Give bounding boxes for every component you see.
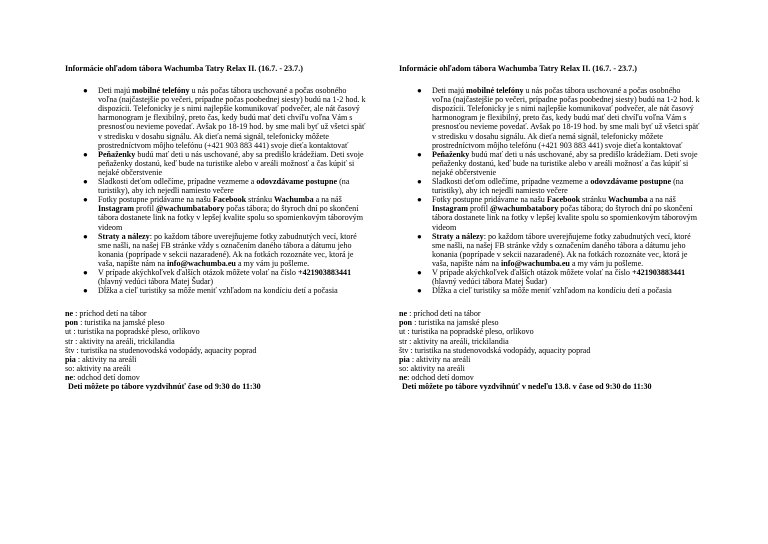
bullet-icon: ● [417, 286, 422, 296]
bullet-item: ● Dĺžka a cieľ turistiky sa môže meniť vzhľadom na kondíciu detí a počasia [83, 286, 338, 296]
bullet-icon: ● [83, 286, 88, 296]
document-title: Informácie ohľadom tábora Wachumba Tatry Relax II. (16.7. - 23.7.) [65, 64, 303, 73]
schedule-line: pia : aktivity na areáli [399, 354, 471, 364]
bullet-item: ● Sladkosti deťom odlečíme, prípadne vezmeme a odovzdávame postupne (na turistiky), aby ich nejedli namiesto večere [83, 177, 350, 196]
info-column-left [65, 64, 367, 391]
schedule-line: pon : turistika na jamské pleso [399, 318, 499, 328]
info-bullet-list [399, 86, 701, 295]
schedule-line: ne : príchod detí na tábor [399, 309, 481, 319]
bullet-icon: ● [417, 149, 422, 159]
info-bullet-list [65, 86, 367, 295]
bullet-icon: ● [417, 267, 422, 277]
schedule-line: pon : turistika na jamské pleso [65, 318, 165, 328]
bullet-icon: ● [417, 195, 422, 205]
schedule-line: pia : aktivity na areáli [65, 354, 137, 364]
bullet-icon: ● [417, 86, 422, 96]
schedule-line: ne : príchod detí na tábor [65, 309, 147, 319]
schedule-list [399, 309, 701, 391]
schedule-line: ut : turistika na popradské pleso, orlíkovo [399, 327, 534, 337]
bullet-icon: ● [83, 231, 88, 241]
bullet-item: ● Fotky postupne pridávame na našu Facebook stránku Wachumba a na náš Instagram profil @wachumbatabory počas tábora; do štyroch dní po skončení tábora dostanete link na fotky v lepšej kvalite spolu so spomienkovým táborovým videom [417, 195, 698, 232]
bullet-item: ● V prípade akýchkoľvek ďalších otázok môžete volať na číslo +421903883441 (hlavný vedúci tábora Matej Šudar) [417, 267, 686, 287]
schedule-line: ut : turistika na popradské pleso, orlíkovo [65, 327, 200, 337]
bullet-icon: ● [83, 267, 88, 277]
bullet-item: ● Deti majú mobilné telefóny u nás počas tábora uschované a počas osobného voľna (najčastejšie po večeri, prípadne počas poobednej siesty) budú na 1-2 hod. k dispozícii. Telefonicky je s nimi najlepšie komunikovať podvečer, ale nát časový harmonogram je flexibilný, preto čas, kedy budú mať deti chvíľu voľna Vám s presnosťou nevieme povedať. Avšak po 18-19 hod. by sme mali byť už všetci späť v stredisku v dosahu signálu. Ak dieťa nemá signál, telefonicky môžete prostredníctvom môjho telefónu (+421 903 883 441) svoje dieťa kontaktovať [417, 86, 700, 150]
bullet-item: ● Sladkosti deťom odlečíme, prípadne vezmeme a odovzdávame postupne (na turistiky), aby ich nejedli namiesto večere [417, 177, 684, 196]
bullet-icon: ● [83, 195, 88, 205]
bullet-item: ● Deti majú mobilné telefóny u nás počas tábora uschované a počas osobného voľna (najčastejšie po večeri, prípadne počas poobednej siesty) budú na 1-2 hod. k dispozícii. Telefonicky je s nimi najlepšie komunikovať podvečer, ale nát časový harmonogram je flexibilný, preto čas, kedy budú mať deti chvíľu voľna Vám s presnosťou nevieme povedať. Avšak po 18-19 hod. by sme mali byť už všetci späť v stredisku v dosahu signálu. Ak dieťa nemá signál, telefonicky môžete prostredníctvom môjho telefónu (+421 903 883 441) svoje dieťa kontaktovať [83, 86, 366, 150]
bullet-item: ● V prípade akýchkoľvek ďalších otázok môžete volať na číslo +421903883441 (hlavný vedúci tábora Matej Šudar) [83, 267, 352, 287]
schedule-line: str : aktivity na areáli, trickilandia [399, 336, 509, 346]
schedule-line: so: aktivity na areáli [399, 363, 465, 373]
bullet-item: ● Peňaženky budú mať deti u nás uschované, aby sa predišlo krádežiam. Deti svoje peňaženky dostanú, keď bude na turistike alebo v areáli možnosť a čas kúpiť si nejaké občerstvenie [417, 149, 698, 177]
bullet-item: ● Fotky postupne pridávame na našu Facebook stránku Wachumba a na náš Instagram profil @wachumbatabory počas tábora; do štyroch dní po skončení tábora dostanete link na fotky v lepšej kvalite spolu so spomienkovým táborovým videom [83, 195, 364, 232]
pickup-note: Deti môžete po tábore vyzdvihnúť v nedeľu 13.8. v čase od 9:30 do 11:30 [402, 382, 652, 391]
schedule-line: štv : turistika na studenovodská vodopády, aquacity poprad [399, 345, 591, 355]
document-title: Informácie ohľadom tábora Wachumba Tatry Relax II. (16.7. - 23.7.) [399, 64, 637, 73]
bullet-icon: ● [417, 231, 422, 241]
schedule-list [65, 309, 367, 391]
bullet-icon: ● [83, 86, 88, 96]
bullet-icon: ● [417, 177, 422, 187]
bullet-icon: ● [83, 177, 88, 187]
schedule-line: ne: odchod detí domov [65, 372, 140, 382]
pickup-note: Deti môžete po tábore vyzdvihnúť čase od 9:30 do 11:30 [68, 382, 261, 391]
bullet-icon: ● [83, 149, 88, 159]
schedule-line: so: aktivity na areáli [65, 363, 131, 373]
bullet-item: ● Dĺžka a cieľ turistiky sa môže meniť vzhľadom na kondíciu detí a počasia [417, 286, 672, 296]
bullet-item: ● Straty a nálezy: po každom tábore uverejňujeme fotky zabudnutých vecí, ktoré sme našli, na našej FB stránke vždy s označením daného tábora a dátumu jeho konania (poprípade v sekcii nazaradené). Ak na fotkách rozoznáte vec, ktorá je vaša, napíšte nám na info@wachumba.eu a my vám ju pošleme. [417, 231, 691, 268]
info-column-right [399, 64, 701, 391]
schedule-line: ne: odchod detí domov [399, 372, 474, 382]
schedule-line: štv : turistika na studenovodská vodopády, aquacity poprad [65, 345, 257, 355]
bullet-item: ● Peňaženky budú mať deti u nás uschované, aby sa predišlo krádežiam. Deti svoje peňaženky dostanú, keď bude na turistike alebo v areáli možnosť a čas kúpiť si nejaké občerstvenie [83, 149, 364, 177]
schedule-line: str : aktivity na areáli, trickilandia [65, 336, 175, 346]
bullet-item: ● Straty a nálezy: po každom tábore uverejňujeme fotky zabudnutých vecí, ktoré sme našli, na našej FB stránke vždy s označením daného tábora a dátumu jeho konania (poprípade v sekcii nazaradené). Ak na fotkách rozoznáte vec, ktorá je vaša, napíšte nám na info@wachumba.eu a my vám ju pošleme. [83, 231, 357, 268]
